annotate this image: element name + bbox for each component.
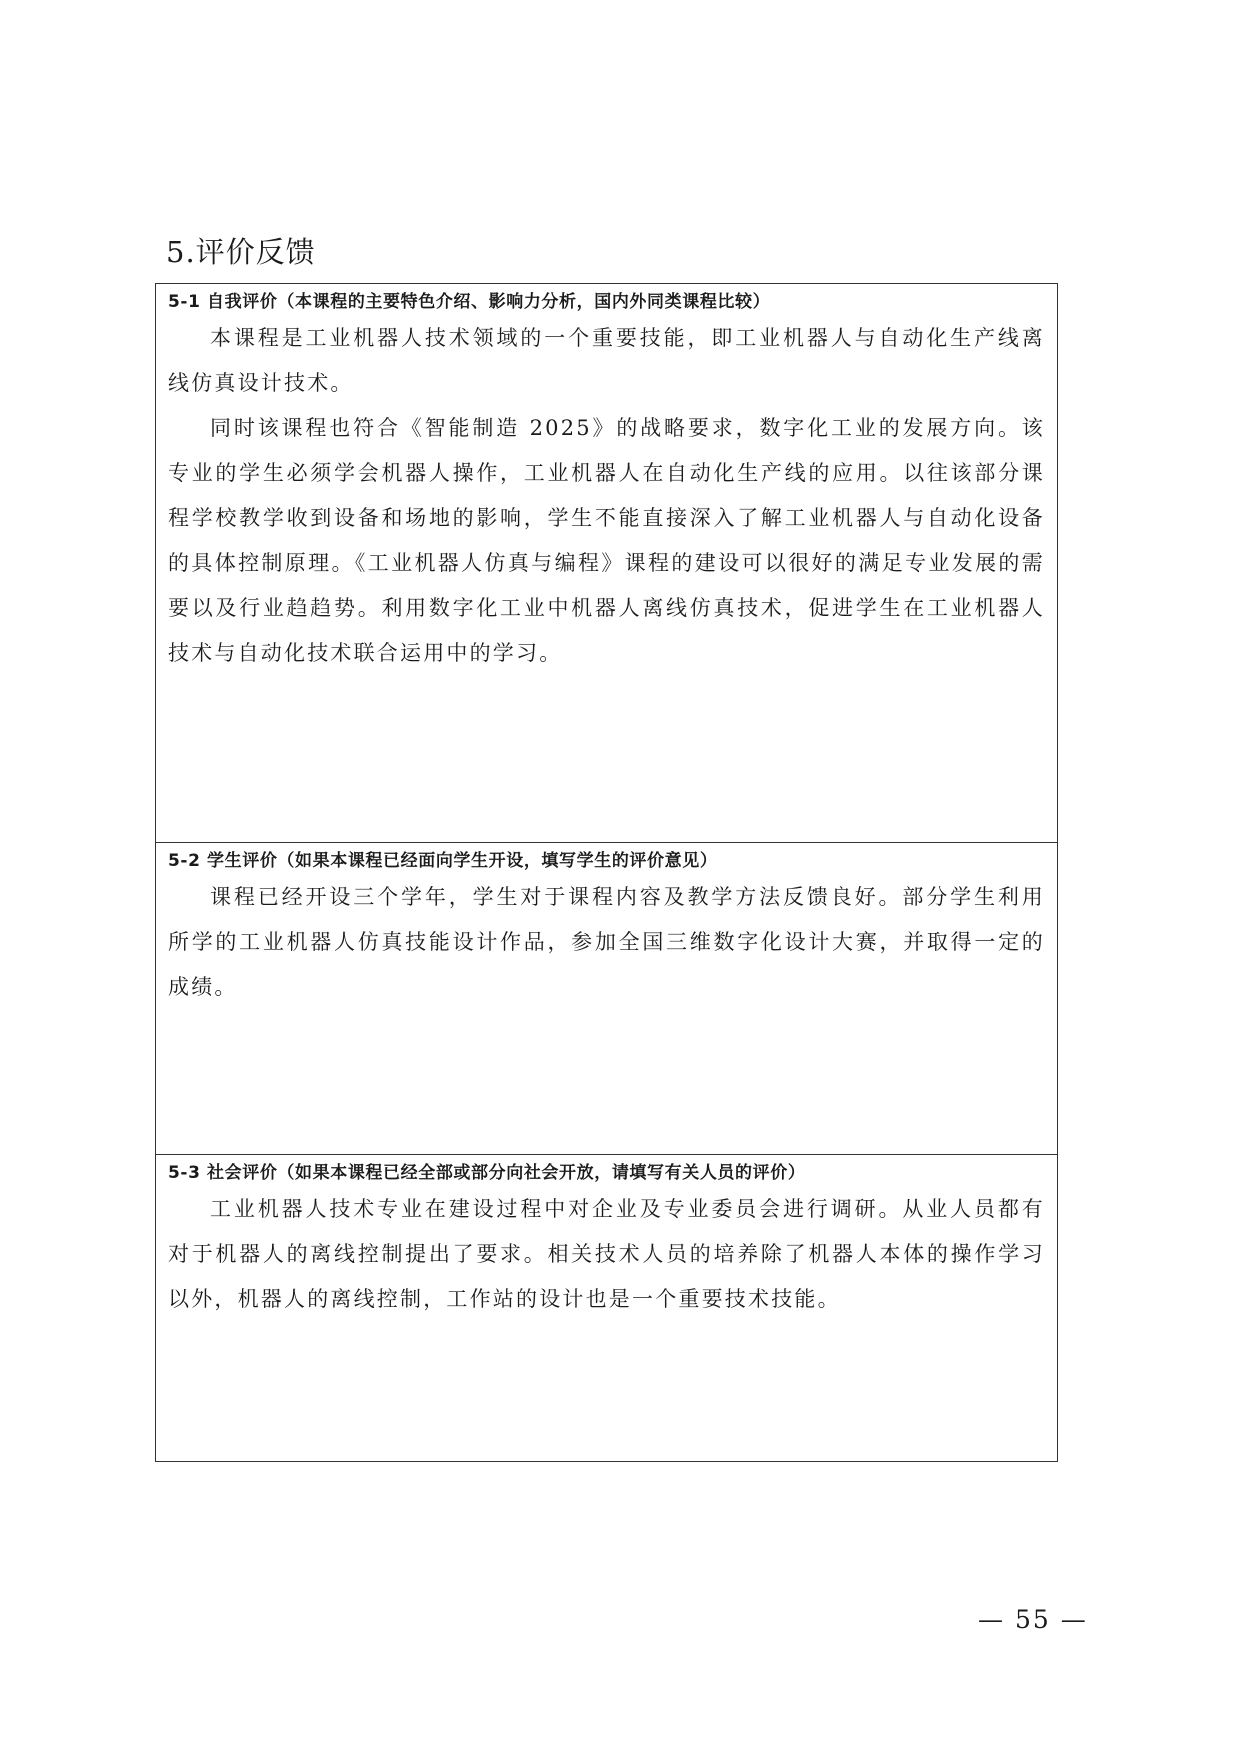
social-evaluation-heading: 5-3 社会评价（如果本课程已经全部或部分向社会开放，请填写有关人员的评价） <box>168 1163 806 1183</box>
self-evaluation-heading: 5-1 自我评价（本课程的主要特色介绍、影响力分析，国内外同类课程比较） <box>168 292 771 312</box>
social-evaluation-cell <box>156 1154 1057 1461</box>
self-evaluation-cell <box>156 284 1057 842</box>
page-number: — 55 — <box>978 1605 1088 1634</box>
student-evaluation-paragraph: 课程已经开设三个学年，学生对于课程内容及教学方法反馈良好。部分学生利用所学的工业机器人仿真技能设计作品，参加全国三维数字化设计大赛，并取得一定的成绩。 <box>168 885 1045 999</box>
student-evaluation-heading: 5-2 学生评价（如果本课程已经面向学生开设，填写学生的评价意见） <box>168 851 718 871</box>
social-evaluation-paragraph: 工业机器人技术专业在建设过程中对企业及专业委员会进行调研。从业人员都有对于机器人的离线控制提出了要求。相关技术人员的培养除了机器人本体的操作学习以外，机器人的离线控制，工作站的设计也是一个重要技术技能。 <box>168 1197 1045 1311</box>
evaluation-table <box>155 283 1058 1462</box>
section-title: 5.评价反馈 <box>166 235 316 269</box>
self-evaluation-paragraph: 本课程是工业机器人技术领域的一个重要技能，即工业机器人与自动化生产线离线仿真设计技术。 <box>168 326 1045 395</box>
self-evaluation-paragraph: 同时该课程也符合《智能制造 2025》的战略要求，数字化工业的发展方向。该专业的学生必须学会机器人操作，工业机器人在自动化生产线的应用。以往该部分课程学校教学收到设备和场地的影响，学生不能直接深入了解工业机器人与自动化设备的具体控制原理。《工业机器人仿真与编程》课程的建设可以很好的满足专业发展的需要以及行业趋趋势。利用数字化工业中机器人离线仿真技术，促进学生在工业机器人技术与自动化技术联合运用中的学习。 <box>168 416 1045 665</box>
student-evaluation-cell <box>156 842 1057 1154</box>
